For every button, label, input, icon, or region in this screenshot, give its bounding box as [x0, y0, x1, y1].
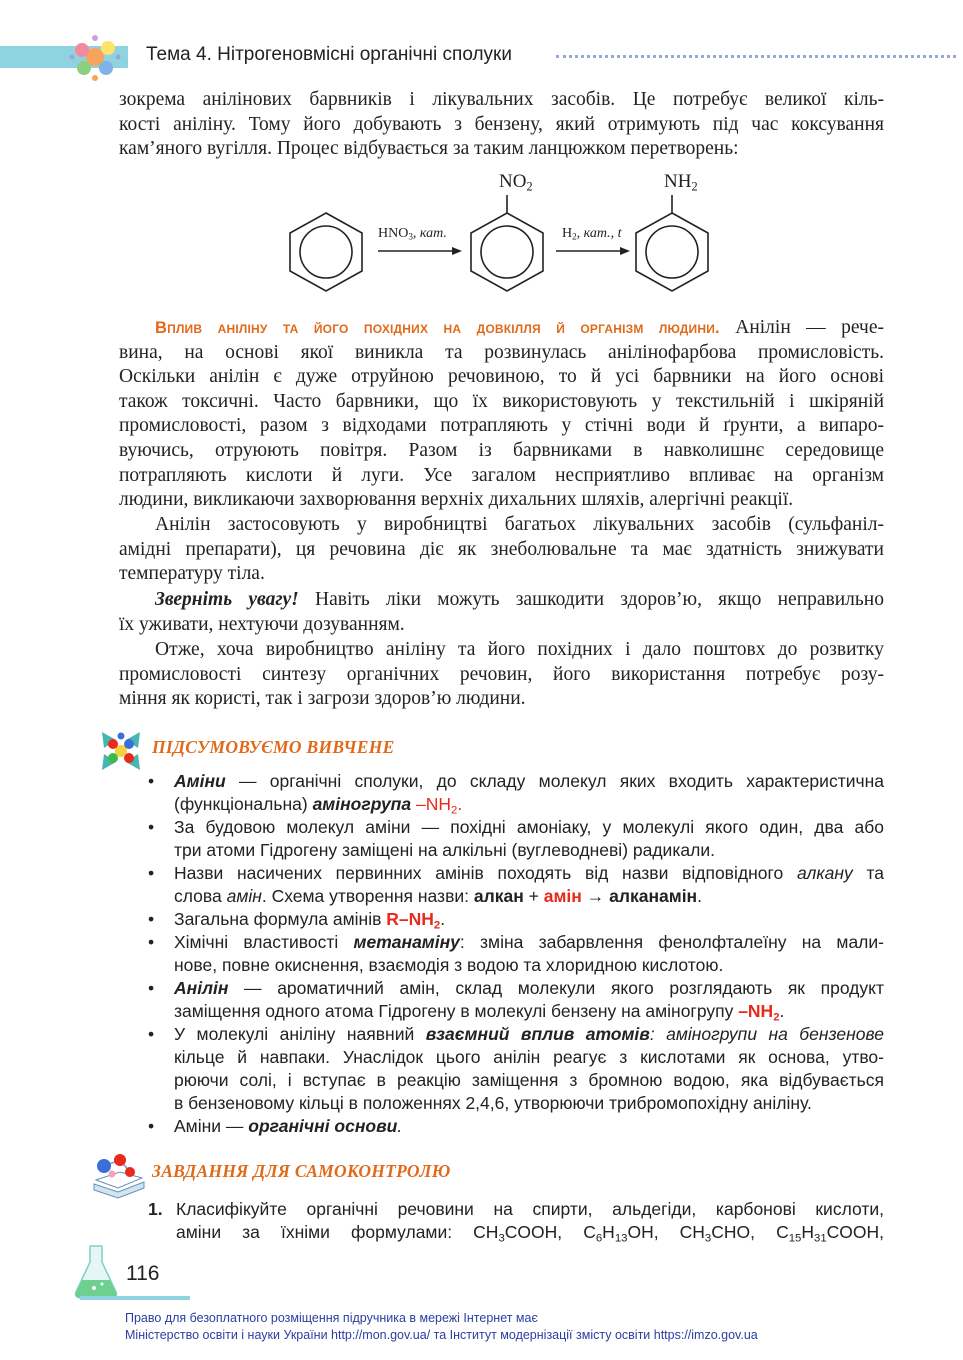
benzene-ring — [290, 213, 362, 291]
text-line: Хімічні властивості метанаміну: зміна забарвлення фенолфталеїну на мали- — [174, 932, 884, 952]
text-line: Класифікуйте органічні речовини на спирти, альдегіди, карбонові кислоти, — [176, 1199, 884, 1219]
chapter-title: Тема 4. Нітрогеновмісні органічні сполуки — [146, 44, 512, 65]
text-line: амідні препарати), ця речовина діє як знеболювальне та має здатність знижувати — [119, 538, 884, 560]
footer-line: Міністерство освіти і науки України http://mon.gov.ua/ та Інститут модернізації змісту освіти https://imzo.gov.ua — [125, 1327, 758, 1342]
selfcheck-title: ЗАВДАННЯ ДЛЯ САМОКОНТРОЛЮ — [152, 1161, 451, 1181]
reagent-label-1: $HNO_3$, кат. — [378, 226, 447, 242]
text-line: потрапляють кислоти й луги. Усе загалом несприятливо впливає на організм — [119, 464, 884, 486]
aniline-ring — [636, 195, 708, 291]
bullet-icon: • — [148, 1116, 155, 1136]
attention-label: Зверніть увагу! — [155, 589, 299, 610]
text-line: Зверніть увагу! Навіть ліки можуть зашкодити здоров’ю, якщо неправильно — [155, 589, 884, 610]
text-line: Назви насичених первинних амінів походять від назви відповідного алкану та — [174, 863, 884, 883]
text-line: Анілін — ароматичний амін, склад молекули якого розглядають як продукт — [174, 978, 884, 998]
list-item — [148, 816, 884, 862]
impact-paragraph — [119, 316, 884, 513]
footer-note — [125, 1310, 758, 1343]
list-item — [148, 931, 884, 977]
amino-group-label: $NH_2$ — [664, 171, 698, 194]
task-number: 1. — [148, 1199, 163, 1219]
bullet-icon: • — [148, 978, 155, 998]
text-line: Анілін застосовують у виробництві багатьох лікувальних засобів (сульфаніл- — [155, 514, 884, 535]
footer-line: Право для безоплатного розміщення підручника в мережі Інтернет має — [125, 1311, 538, 1325]
text-line: Оскільки анілін є дуже отруйною речовиною, то й усі барвники на його основі — [119, 366, 884, 388]
task-item — [148, 1198, 884, 1244]
header-dotted-leader — [556, 55, 956, 58]
text-line: заміщення одного атома Гідрогену в молекулі бензену на аміногрупу $-NH_2$. — [174, 1001, 785, 1024]
text-line: нове, повне окиснення, взаємодія з водою та хлоридною кислотою. — [174, 955, 724, 975]
text-line: кості аніліну. Тому його добувають з бензену, який отримують під час коксування — [119, 113, 884, 135]
text-line: вина, на основі якої виникла та розвинулась анілінофарбова промисловість. — [119, 341, 884, 363]
text-line: аміни за їхніми формулами: $CH_3COOH$, $C_6H_{13}OH$, $CH_3CHO$, $C_{15}H_{31}COOH$, — [176, 1222, 885, 1245]
flask-icon — [72, 1244, 120, 1300]
attention-paragraph — [119, 588, 884, 637]
bullet-icon: • — [148, 932, 155, 952]
reagent-label-2: $H_2$, кат., t — [562, 226, 622, 242]
text-line: вуючись, отруюють повітря. Разом із барвниками в навколишнє середовище — [119, 439, 884, 461]
text-line: кільце й навпаки. Унаслідок цього анілін реагує з кислотами як основа, утво- — [174, 1047, 884, 1067]
summary-list — [148, 770, 885, 1138]
text-line: їх уживати, нехтуючи дозуванням. — [119, 613, 405, 635]
list-item — [148, 977, 884, 1024]
list-item — [148, 770, 884, 817]
text-line: людини, викликаючи захворювання верхніх дихальних шляхів, алергічні реакції. — [119, 489, 794, 511]
text-line: зокрема анілінових барвників і лікувальних засобів. Це потребує великої кіль- — [119, 89, 884, 110]
text-line: Загальна формула амінів $R-NH_2$. — [174, 909, 446, 932]
footer-accent-bar — [80, 1296, 190, 1300]
bullet-icon: • — [148, 863, 155, 883]
text-line: За будовою молекул аміни — похідні амоніаку, у молекулі якого один, два або — [174, 817, 884, 837]
text-line: також токсичні. Часто барвники, що їх використовують у текстильній і шкіряній — [119, 390, 884, 412]
intro-paragraph — [119, 88, 884, 162]
text-line: промисловості синтезу органічних речовин, його використання потребує розу- — [119, 663, 884, 685]
text-line: Отже, хоча виробництво аніліну та його похідних і дало поштовх до розвитку — [155, 639, 884, 660]
molecule-logo-icon — [64, 26, 126, 88]
medicine-paragraph — [119, 513, 884, 587]
text-line: (функціональна) аміногрупа $-NH_2$. — [174, 794, 463, 817]
book-molecule-icon — [90, 1150, 148, 1200]
text-line: температуру тіла. — [119, 563, 265, 585]
conclusion-paragraph — [119, 638, 884, 712]
text-line: Вплив аніліну та його похідних на довкілля й організм людини. Анілін — рече- — [155, 317, 884, 338]
text-line: міння як користі, так і загрози здоров’ю людини. — [119, 688, 526, 710]
text-line: рюючи солі, і вступає в реакцію заміщення з бромною водою, яка відбувається — [174, 1070, 884, 1090]
summary-molecule-icon — [96, 724, 146, 778]
text-line: три атоми Гідрогену заміщені на алкільні (вуглеводневі) радикали. — [174, 840, 715, 860]
text-line: кам’яного вугілля. Процес відбувається за таким ланцюжком перетворень: — [119, 138, 739, 160]
nitro-group-label: $NO_2$ — [499, 171, 533, 194]
section-heading: Вплив аніліну та його похідних на довкілля й організм людини. — [155, 319, 720, 337]
text-line: У молекулі аніліну наявний взаємний вплив атомів: аміногрупи на бензенове — [174, 1024, 885, 1044]
bullet-icon: • — [148, 771, 155, 791]
bullet-icon: • — [148, 817, 155, 837]
text-line: промисловості, разом з відходами потрапляють у стічні води й ґрунти, а випаро- — [119, 415, 884, 437]
list-item — [148, 1115, 884, 1138]
bullet-icon: • — [148, 909, 155, 929]
nitrobenzene-ring — [471, 195, 543, 291]
list-item — [148, 1023, 885, 1115]
page-number: 116 — [126, 1262, 160, 1285]
text-line: Аміни — органічні сполуки, до складу молекул яких входить характеристична — [174, 771, 884, 791]
summary-title: ПІДСУМОВУЄМО ВИВЧЕНЕ — [152, 737, 395, 757]
list-item — [148, 862, 884, 908]
text-line: Аміни — органічні основи. — [174, 1116, 403, 1136]
bullet-icon: • — [148, 1024, 155, 1044]
list-item — [148, 908, 884, 932]
text-line: в бензеновому кільці в положеннях 2,4,6, утворюючи трибромопохідну аніліну. — [174, 1093, 812, 1113]
text-line: слова амін. Схема утворення назви: алкан + амін → алканамін. — [174, 886, 703, 906]
